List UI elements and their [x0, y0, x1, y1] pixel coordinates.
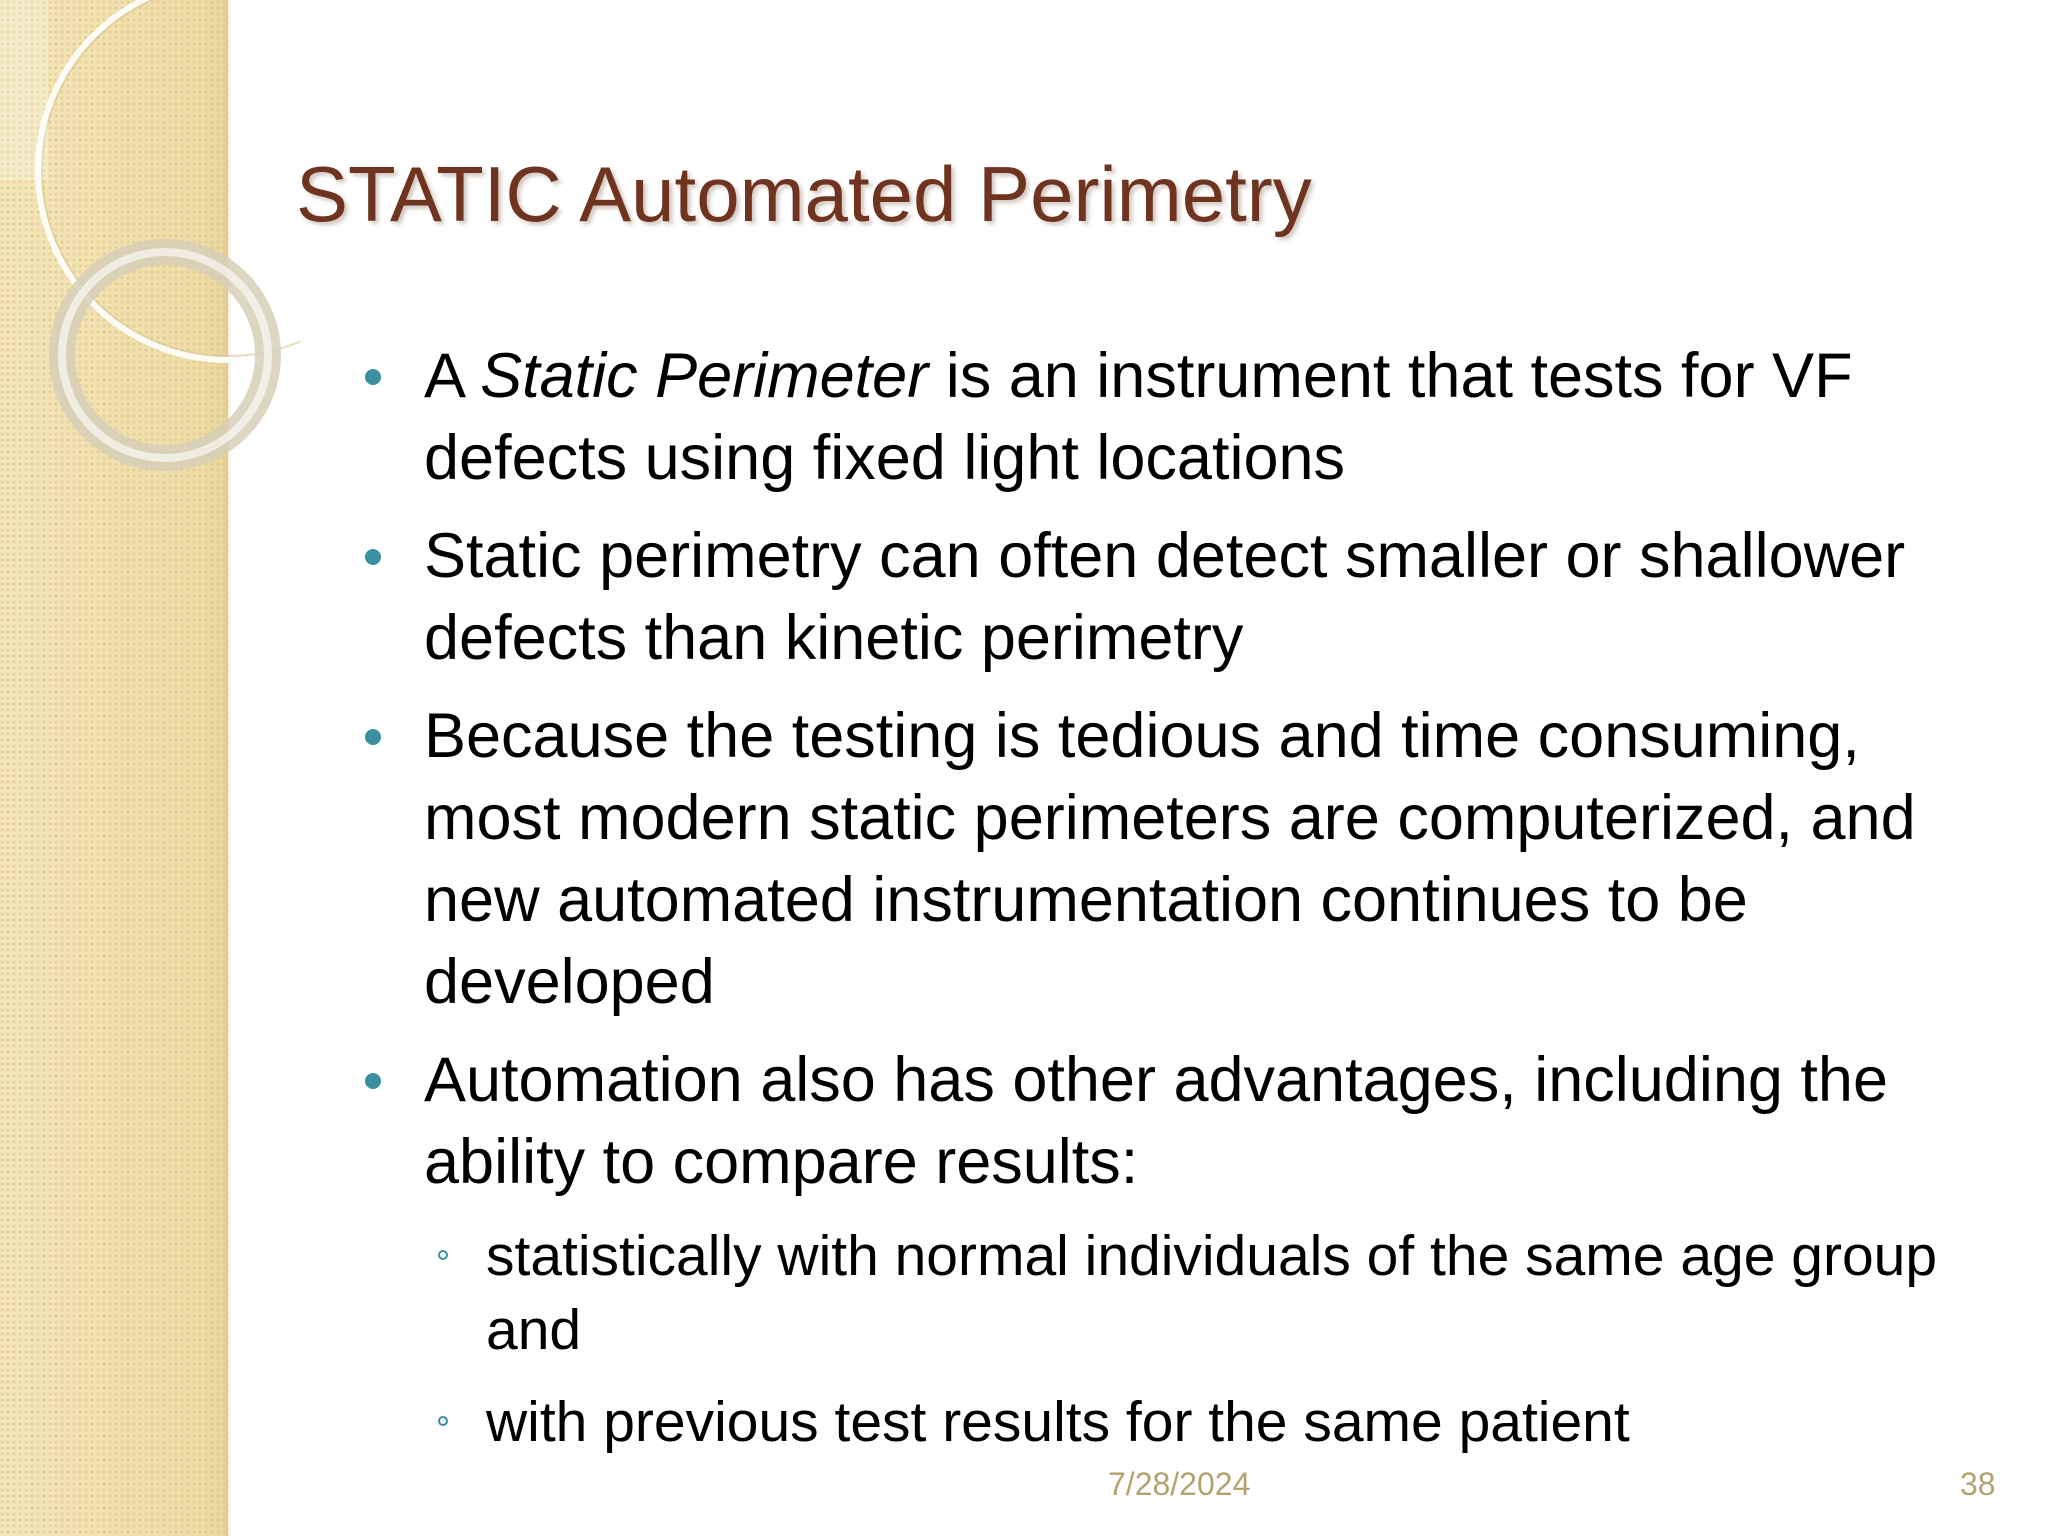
sub-bullet-text: with previous test results for the same patient [486, 1390, 1630, 1454]
bullet-item [360, 335, 2000, 499]
bullet-text: Because the testing is tedious and time consuming, most modern static perimeters are computerized, and new automated instrumentation continues to be developed [424, 701, 1916, 1017]
bullet-list [360, 335, 2000, 1477]
bullet-item [360, 1039, 2000, 1203]
filled-circle-bullet-icon [365, 729, 381, 745]
bullet-text-rest: is an instrument that tests for VF defects using fixed light locations [424, 341, 1853, 493]
filled-circle-bullet-icon [365, 1073, 381, 1089]
hollow-circle-bullet-icon [438, 1416, 448, 1426]
bullet-text-prefix: A [424, 341, 481, 411]
hollow-circle-bullet-icon [438, 1250, 448, 1260]
sub-bullet-item [360, 1385, 2000, 1459]
sub-bullet-item [360, 1219, 2000, 1367]
slide-title: STATIC Automated Perimetry [296, 150, 1312, 238]
filled-circle-bullet-icon [365, 549, 381, 565]
footer-date: 7/28/2024 [1108, 1466, 1251, 1502]
page-number: 38 [1960, 1466, 1996, 1502]
decorative-circles [0, 0, 300, 520]
bullet-text: Automation also has other advantages, including the ability to compare results: [424, 1045, 1888, 1197]
sub-bullet-text: statistically with normal individuals of the same age group and [486, 1224, 1938, 1362]
bullet-text-emphasis: Static Perimeter [480, 341, 929, 411]
light-panel-shape [0, 0, 48, 180]
bullet-item [360, 515, 2000, 679]
bullet-item [360, 695, 2000, 1023]
filled-circle-bullet-icon [365, 369, 381, 385]
bullet-text: Static perimetry can often detect smaller or shallower defects than kinetic perimetry [424, 521, 1906, 673]
